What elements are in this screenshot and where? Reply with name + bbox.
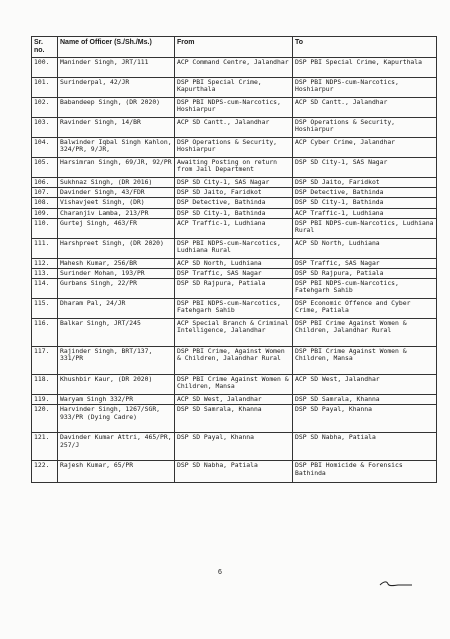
header-sr-no: Sr. no. [32,37,58,58]
cell-sr-no: 111. [32,238,58,258]
cell-sr-no: 105. [32,158,58,178]
cell-officer-name: Balwinder Iqbal Singh Kahlon, 324/PR, 9/JR, [58,138,175,158]
table-row [32,299,437,319]
cell-from: DSP Operations & Security, Hoshiarpur [175,138,293,158]
cell-sr-no: 110. [32,218,58,238]
cell-officer-name: Ravinder Singh, 14/BR [58,118,175,138]
cell-sr-no: 101. [32,78,58,98]
cell-from: ACP Special Branch & Criminal Intelligence, Jalandhar [175,319,293,347]
cell-to: DSP SD Samrala, Khanna [293,395,437,405]
table-body [32,58,437,483]
cell-from: DSP SD Payal, Khanna [175,433,293,461]
cell-from: DSP SD Jaito, Faridkot [175,188,293,198]
cell-officer-name: Charanjiv Lamba, 213/PR [58,208,175,218]
table-row [32,58,437,78]
cell-sr-no: 115. [32,299,58,319]
table-row [32,405,437,433]
cell-from: ACP SD Cantt., Jalandhar [175,118,293,138]
table-row [32,118,437,138]
table-row [32,347,437,375]
table-row [32,461,437,483]
cell-officer-name: Vishavjeet Singh, (DR) [58,198,175,208]
signature-mark [378,578,414,588]
cell-officer-name: Davinder Kumar Attri, 465/PR, 257/J [58,433,175,461]
cell-sr-no: 117. [32,347,58,375]
cell-sr-no: 114. [32,279,58,299]
cell-from: DSP PBI NDPS-cum-Narcotics, Ludhiana Rural [175,238,293,258]
cell-officer-name: Dharam Pal, 24/JR [58,299,175,319]
transfer-table [31,36,437,483]
cell-officer-name: Harvinder Singh, 1267/SGR, 933/PR (Dying Cadre) [58,405,175,433]
cell-to: DSP Traffic, SAS Nagar [293,258,437,268]
cell-from: DSP Traffic, SAS Nagar [175,269,293,279]
cell-from: Awaiting Posting on return from Jail Department [175,158,293,178]
cell-officer-name: Rajinder Singh, BRT/137, 331/PR [58,347,175,375]
cell-from: DSP SD City-1, SAS Nagar [175,178,293,188]
cell-officer-name: Harsimran Singh, 69/JR, 92/PR [58,158,175,178]
cell-to: ACP SD West, Jalandhar [293,375,437,395]
cell-from: DSP PBI Special Crime, Kapurthala [175,78,293,98]
cell-officer-name: Gurbans Singh, 22/PR [58,279,175,299]
table-row [32,198,437,208]
cell-sr-no: 112. [32,258,58,268]
header-to: To [293,37,437,58]
table-row [32,279,437,299]
table-row [32,319,437,347]
cell-from: ACP SD West, Jalandhar [175,395,293,405]
header-from: From [175,37,293,58]
cell-from: DSP SD Rajpura, Patiala [175,279,293,299]
cell-from: DSP SD Nabha, Patiala [175,461,293,483]
table-row [32,158,437,178]
cell-to: ACP SD North, Ludhiana [293,238,437,258]
cell-officer-name: Harshpreet Singh, (DR 2020) [58,238,175,258]
cell-to: DSP SD Nabha, Patiala [293,433,437,461]
table-row [32,78,437,98]
cell-officer-name: Waryam Singh 332/PR [58,395,175,405]
table-row [32,98,437,118]
table-row [32,178,437,188]
cell-from: DSP SD City-1, Bathinda [175,208,293,218]
cell-from: DSP PBI NDPS-cum-Narcotics, Hoshiarpur [175,98,293,118]
cell-to: DSP SD City-1, SAS Nagar [293,158,437,178]
cell-officer-name: Maninder Singh, JRT/111 [58,58,175,78]
table-row [32,258,437,268]
cell-from: ACP Traffic-1, Ludhiana [175,218,293,238]
header-officer-name: Name of Officer (S./Sh./Ms.) [58,37,175,58]
cell-to: DSP PBI NDPS-cum-Narcotics, Ludhiana Rural [293,218,437,238]
cell-from: DSP PBI NDPS-cum-Narcotics, Fatehgarh Sahib [175,299,293,319]
cell-sr-no: 106. [32,178,58,188]
cell-from: DSP SD Samrala, Khanna [175,405,293,433]
cell-to: DSP Operations & Security, Hoshiarpur [293,118,437,138]
cell-to: ACP Cyber Crime, Jalandhar [293,138,437,158]
cell-from: ACP SD North, Ludhiana [175,258,293,268]
cell-to: DSP SD Payal, Khanna [293,405,437,433]
cell-sr-no: 120. [32,405,58,433]
table-row [32,138,437,158]
cell-to: DSP SD City-1, Bathinda [293,198,437,208]
cell-sr-no: 122. [32,461,58,483]
cell-to: ACP SD Cantt., Jalandhar [293,98,437,118]
cell-sr-no: 119. [32,395,58,405]
cell-sr-no: 107. [32,188,58,198]
cell-sr-no: 121. [32,433,58,461]
cell-sr-no: 116. [32,319,58,347]
cell-to: DSP PBI NDPS-cum-Narcotics, Hoshiarpur [293,78,437,98]
cell-from: DSP PBI Crime Against Women & Children, Mansa [175,375,293,395]
table-row [32,395,437,405]
cell-officer-name: Mahesh Kumar, 256/BR [58,258,175,268]
table-header-row [32,37,437,58]
cell-officer-name: Davinder Singh, 43/FDR [58,188,175,198]
cell-to: DSP PBI Crime Against Women & Children, Mansa [293,347,437,375]
cell-sr-no: 104. [32,138,58,158]
cell-to: DSP SD Rajpura, Patiala [293,269,437,279]
cell-from: ACP Command Centre, Jalandhar [175,58,293,78]
cell-to: DSP SD Jaito, Faridkot [293,178,437,188]
cell-officer-name: Surinder Mohan, 193/PR [58,269,175,279]
cell-from: DSP PBI Crime, Against Women & Children, Jalandhar Rural [175,347,293,375]
table-row [32,218,437,238]
cell-sr-no: 102. [32,98,58,118]
cell-officer-name: Sukhnaz Singh, (DR 2016) [58,178,175,188]
table-row [32,269,437,279]
cell-to: DSP Economic Offence and Cyber Crime, Patiala [293,299,437,319]
table-row [32,238,437,258]
table-row [32,433,437,461]
cell-sr-no: 108. [32,198,58,208]
cell-sr-no: 103. [32,118,58,138]
cell-from: DSP Detective, Bathinda [175,198,293,208]
cell-to: DSP PBI NDPS-cum-Narcotics, Fatehgarh Sahib [293,279,437,299]
cell-to: DSP PBI Crime Against Women & Children, Jalandhar Rural [293,319,437,347]
cell-to: DSP PBI Special Crime, Kapurthala [293,58,437,78]
table-row [32,208,437,218]
cell-sr-no: 118. [32,375,58,395]
page-number: 6 [218,569,222,576]
cell-officer-name: Khushbir Kaur, (DR 2020) [58,375,175,395]
cell-sr-no: 109. [32,208,58,218]
cell-to: DSP PBI Homicide & Forensics Bathinda [293,461,437,483]
cell-sr-no: 113. [32,269,58,279]
cell-officer-name: Surinderpal, 42/JR [58,78,175,98]
cell-officer-name: Babandeep Singh, (DR 2020) [58,98,175,118]
cell-to: ACP Traffic-1, Ludhiana [293,208,437,218]
table-row [32,188,437,198]
cell-to: DSP Detective, Bathinda [293,188,437,198]
table-row [32,375,437,395]
cell-officer-name: Rajesh Kumar, 65/PR [58,461,175,483]
cell-sr-no: 100. [32,58,58,78]
cell-officer-name: Gurtej Singh, 463/FR [58,218,175,238]
cell-officer-name: Balkar Singh, JRT/245 [58,319,175,347]
